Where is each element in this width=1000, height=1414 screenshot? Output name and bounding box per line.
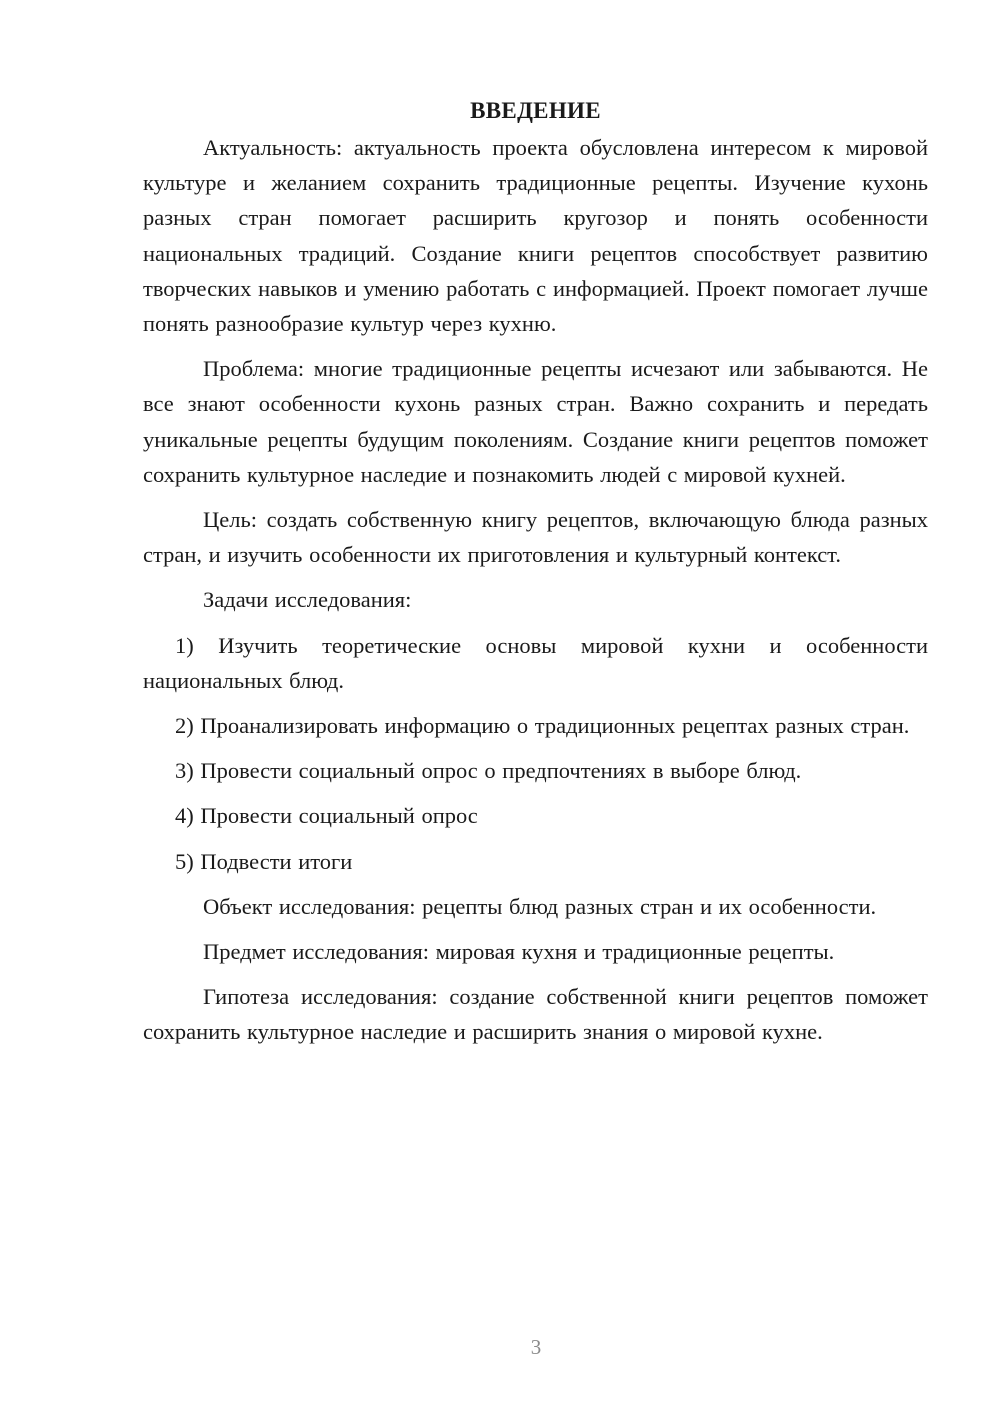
object-paragraph: Объект исследования: рецепты блюд разных стран и их особенности. bbox=[203, 893, 877, 919]
problem-paragraph: Проблема: многие традиционные рецепты исчезают или забываются. Не все знают особенности кухонь разных стран. Важно сохранить и передать уникальные рецепты будущим поколениям. Создание книги рецептов поможет сохранить культурное наследие и познакомить людей с мировой кухней. bbox=[143, 356, 928, 487]
task-item-2: 2) Проанализировать информацию о традиционных рецептах разных стран. bbox=[175, 713, 910, 739]
tasks-heading: Задачи исследования: bbox=[203, 587, 412, 613]
document-page bbox=[143, 96, 928, 1060]
task-item-4: 4) Провести социальный опрос bbox=[175, 803, 478, 829]
subject-paragraph: Предмет исследования: мировая кухня и традиционные рецепты. bbox=[203, 939, 835, 965]
hypothesis-paragraph: Гипотеза исследования: создание собственной книги рецептов поможет сохранить культурное наследие и расширить знания о мировой кухне. bbox=[143, 984, 928, 1045]
document-title: ВВЕДЕНИЕ bbox=[470, 98, 601, 123]
task-item-3: 3) Провести социальный опрос о предпочтениях в выборе блюд. bbox=[175, 758, 802, 784]
page-number: 3 bbox=[530, 1335, 542, 1359]
task-item-5: 5) Подвести итоги bbox=[175, 848, 353, 874]
relevance-paragraph: Актуальность: актуальность проекта обусловлена интересом к мировой культуре и желанием сохранить традиционные рецепты. Изучение кухонь разных стран помогает расширить кругозор и понять особенности национальных традиций. Создание книги рецептов способствует развитию творческих навыков и умению работать с информацией. Проект помогает лучше понять разнообразие культур через кухню. bbox=[143, 135, 928, 337]
goal-paragraph: Цель: создать собственную книгу рецептов, включающую блюда разных стран, и изучить особенности их приготовления и культурный контекст. bbox=[143, 507, 928, 568]
task-item-1: 1) Изучить теоретические основы мировой кухни и особенности национальных блюд. bbox=[143, 632, 928, 693]
